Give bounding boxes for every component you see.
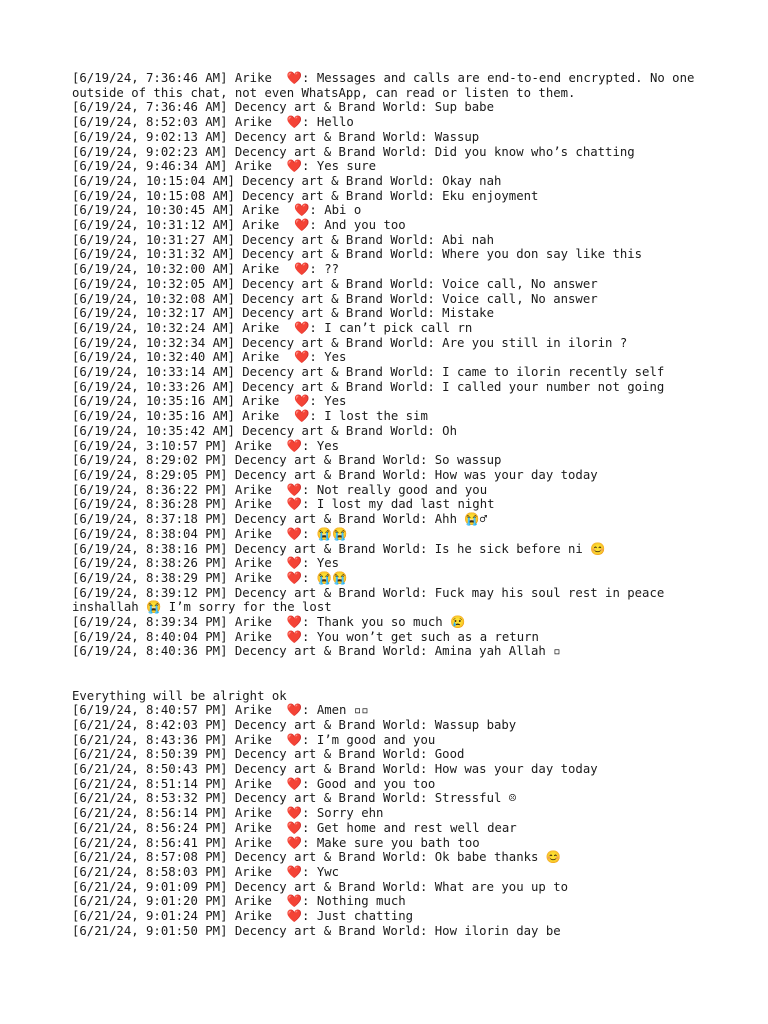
chat-line: [6/19/24, 10:31:27 AM] Decency art & Brand World: Abi nah <box>72 232 494 247</box>
chat-line: inshallah 😭 I’m sorry for the lost <box>72 600 332 615</box>
chat-line: [6/21/24, 8:43:36 PM] Arike ❤️: I’m good and you <box>72 732 436 747</box>
chat-line: [6/19/24, 3:10:57 PM] Arike ❤️: Yes <box>72 438 340 453</box>
chat-line: [6/21/24, 9:01:09 PM] Decency art & Brand World: What are you up to <box>72 879 569 894</box>
chat-line: [6/21/24, 8:51:14 PM] Arike ❤️: Good and you too <box>72 776 436 791</box>
chat-line: [6/19/24, 9:02:13 AM] Decency art & Brand World: Wassup <box>72 129 480 144</box>
chat-line: [6/19/24, 8:38:16 PM] Decency art & Brand World: Is he sick before ni 😊 <box>72 541 606 556</box>
chat-line: [6/21/24, 8:50:39 PM] Decency art & Brand World: Good <box>72 747 465 762</box>
chat-line: [6/19/24, 7:36:46 AM] Arike ❤️: Messages and calls are end-to-end encrypted. No one <box>72 71 695 85</box>
chat-line: [6/19/24, 10:33:26 AM] Decency art & Brand World: I called your number not going <box>72 379 665 394</box>
chat-line: [6/19/24, 10:35:16 AM] Arike ❤️: Yes <box>72 394 347 409</box>
chat-line: [6/19/24, 10:15:08 AM] Decency art & Brand World: Eku enjoyment <box>72 188 539 203</box>
chat-line: [6/21/24, 8:42:03 PM] Decency art & Brand World: Wassup baby <box>72 717 517 732</box>
blank-line <box>72 659 712 674</box>
chat-line: [6/19/24, 8:29:05 PM] Decency art & Brand World: How was your day today <box>72 467 598 482</box>
chat-line: [6/19/24, 8:39:34 PM] Arike ❤️: Thank you so much 😢 <box>72 615 466 630</box>
chat-line: [6/19/24, 8:29:02 PM] Decency art & Brand World: So wassup <box>72 453 502 468</box>
chat-line: [6/21/24, 8:58:03 PM] Arike ❤️: Ywc <box>72 864 340 879</box>
chat-line: [6/19/24, 8:40:57 PM] Arike ❤️: Amen ▫▫ <box>72 703 369 718</box>
chat-line: [6/19/24, 10:32:24 AM] Arike ❤️: I can’t pick call rn <box>72 320 473 335</box>
chat-transcript <box>72 71 712 938</box>
chat-line: Everything will be alright ok <box>72 688 287 703</box>
chat-line: [6/19/24, 9:46:34 AM] Arike ❤️: Yes sure <box>72 159 377 174</box>
chat-line: [6/19/24, 8:38:29 PM] Arike ❤️: 😭😭 <box>72 570 348 585</box>
chat-line: [6/21/24, 8:50:43 PM] Decency art & Brand World: How was your day today <box>72 762 598 777</box>
chat-line: [6/19/24, 10:31:12 AM] Arike ❤️: And you too <box>72 218 406 233</box>
chat-line: [6/19/24, 10:15:04 AM] Decency art & Brand World: Okay nah <box>72 173 502 188</box>
chat-line: [6/19/24, 10:32:17 AM] Decency art & Brand World: Mistake <box>72 306 494 321</box>
chat-line: [6/21/24, 9:01:24 PM] Arike ❤️: Just chatting <box>72 909 414 924</box>
chat-line: [6/19/24, 8:36:22 PM] Arike ❤️: Not really good and you <box>72 482 488 497</box>
chat-line: [6/21/24, 9:01:20 PM] Arike ❤️: Nothing much <box>72 894 406 909</box>
chat-line: [6/19/24, 8:52:03 AM] Arike ❤️: Hello <box>72 115 354 130</box>
chat-line: [6/21/24, 8:56:41 PM] Arike ❤️: Make sure you bath too <box>72 835 480 850</box>
chat-line: [6/19/24, 10:32:08 AM] Decency art & Brand World: Voice call, No answer <box>72 291 598 306</box>
chat-line: [6/21/24, 8:57:08 PM] Decency art & Brand World: Ok babe thanks 😊 <box>72 850 562 865</box>
chat-line: [6/19/24, 10:32:00 AM] Arike ❤️: ?? <box>72 262 340 277</box>
chat-line: [6/21/24, 8:56:14 PM] Arike ❤️: Sorry ehn <box>72 806 384 821</box>
chat-line: [6/19/24, 8:38:26 PM] Arike ❤️: Yes <box>72 556 340 571</box>
chat-line: [6/19/24, 8:40:36 PM] Decency art & Brand World: Amina yah Allah ▫ <box>72 644 561 659</box>
chat-line: [6/19/24, 8:40:04 PM] Arike ❤️: You won’t get such as a return <box>72 629 539 644</box>
chat-line: [6/19/24, 7:36:46 AM] Decency art & Brand World: Sup babe <box>72 100 494 115</box>
blank-line <box>72 674 712 689</box>
chat-line: [6/19/24, 10:33:14 AM] Decency art & Brand World: I came to ilorin recently self <box>72 365 665 380</box>
chat-line: [6/19/24, 10:35:16 AM] Arike ❤️: I lost the sim <box>72 409 428 424</box>
chat-line: [6/19/24, 10:32:34 AM] Decency art & Brand World: Are you still in ilorin ? <box>72 335 628 350</box>
chat-line: [6/19/24, 10:35:42 AM] Decency art & Brand World: Oh <box>72 423 457 438</box>
chat-line: [6/19/24, 8:37:18 PM] Decency art & Brand World: Ahh 😭♂ <box>72 512 488 527</box>
chat-line: [6/19/24, 10:32:05 AM] Decency art & Brand World: Voice call, No answer <box>72 276 598 291</box>
chat-line: [6/21/24, 9:01:50 PM] Decency art & Brand World: How ilorin day be <box>72 923 561 938</box>
chat-line: [6/21/24, 8:53:32 PM] Decency art & Brand World: Stressful ☹ <box>72 791 517 806</box>
chat-line: [6/19/24, 8:36:28 PM] Arike ❤️: I lost my dad last night <box>72 497 495 512</box>
chat-line: [6/19/24, 10:31:32 AM] Decency art & Brand World: Where you don say like this <box>72 247 643 262</box>
chat-line: [6/19/24, 8:38:04 PM] Arike ❤️: 😭😭 <box>72 526 348 541</box>
chat-line: [6/19/24, 10:32:40 AM] Arike ❤️: Yes <box>72 350 347 365</box>
chat-line: [6/19/24, 8:39:12 PM] Decency art & Brand World: Fuck may his soul rest in peace <box>72 585 665 600</box>
chat-line: [6/21/24, 8:56:24 PM] Arike ❤️: Get home and rest well dear <box>72 820 517 835</box>
chat-line: [6/19/24, 9:02:23 AM] Decency art & Brand World: Did you know who’s chatting <box>72 144 635 159</box>
chat-line: outside of this chat, not even WhatsApp, can read or listen to them. <box>72 85 576 100</box>
chat-line: [6/19/24, 10:30:45 AM] Arike ❤️: Abi o <box>72 203 362 218</box>
